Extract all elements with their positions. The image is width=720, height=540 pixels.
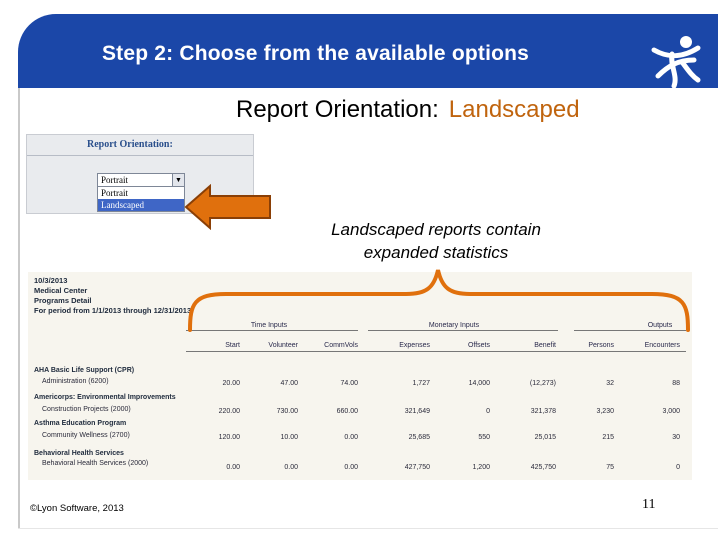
col-header-line xyxy=(186,351,686,352)
table-cell: 74.00 xyxy=(340,380,358,387)
table-cell: 3,000 xyxy=(662,408,680,415)
option-landscaped[interactable]: Landscaped xyxy=(98,199,184,211)
table-cell: 427,750 xyxy=(404,464,430,471)
col-header: Persons xyxy=(588,342,614,349)
header-banner xyxy=(18,14,718,88)
table-cell: 20.00 xyxy=(222,380,240,387)
table-cell: 321,649 xyxy=(404,408,430,415)
group-header-monetary: Monetary Inputs xyxy=(428,322,480,329)
col-header: Benefit xyxy=(534,342,556,349)
table-cell: 0.00 xyxy=(284,464,298,471)
page-number: 11 xyxy=(642,497,656,512)
col-header: CommVols xyxy=(324,342,358,349)
divider xyxy=(27,155,253,156)
table-cell: 0.00 xyxy=(344,464,358,471)
report-org: Medical Center xyxy=(34,286,88,295)
orientation-options-list[interactable] xyxy=(97,186,185,212)
orientation-value: Landscaped xyxy=(448,96,580,123)
table-cell: 0.00 xyxy=(344,434,358,441)
table-cell: 550 xyxy=(478,434,490,441)
option-portrait[interactable]: Portrait xyxy=(101,188,128,198)
table-cell: 220.00 xyxy=(218,408,240,415)
row-label: Construction Projects (2000) xyxy=(42,406,131,413)
table-cell: 47.00 xyxy=(280,380,298,387)
caption-line-2: expanded statistics xyxy=(363,243,509,262)
orange-arrow-icon xyxy=(184,184,274,230)
row-label: Community Wellness (2700) xyxy=(42,432,130,439)
section-title: AHA Basic Life Support (CPR) xyxy=(34,367,135,374)
table-cell: 25,015 xyxy=(534,434,556,441)
report-period: For period from 1/1/2013 through 12/31/2013 xyxy=(34,306,192,315)
table-cell: 120.00 xyxy=(218,434,240,441)
section-title: Behavioral Health Services xyxy=(34,450,124,457)
frame-bottom-line xyxy=(18,528,718,529)
table-cell: (12,273) xyxy=(529,380,556,387)
table-cell: 215 xyxy=(602,434,614,441)
frame-left-line xyxy=(18,88,20,528)
table-cell: 425,750 xyxy=(530,464,556,471)
caption xyxy=(286,218,586,264)
table-cell: 0.00 xyxy=(226,464,240,471)
col-header: Offsets xyxy=(467,342,490,349)
table-cell: 32 xyxy=(606,380,614,387)
row-label: Behavioral Health Services (2000) xyxy=(42,460,149,467)
dropdown-heading: Report Orientation: xyxy=(87,139,173,150)
table-cell: 30 xyxy=(672,434,680,441)
table-cell: 1,200 xyxy=(472,464,490,471)
table-cell: 14,000 xyxy=(468,380,490,387)
report-meta xyxy=(34,276,191,316)
orientation-label: Report Orientation: xyxy=(236,96,439,123)
table-cell: 25,685 xyxy=(408,434,430,441)
orange-brace-icon xyxy=(186,264,692,332)
report-name: Programs Detail xyxy=(34,296,92,305)
orientation-subtitle xyxy=(236,96,580,124)
col-header: Expenses xyxy=(399,342,430,349)
table-cell: 321,378 xyxy=(530,408,556,415)
group-header-time: Time Inputs xyxy=(250,322,288,329)
table-cell: 88 xyxy=(672,380,680,387)
table-cell: 730.00 xyxy=(276,408,298,415)
copyright-footer: ©Lyon Software, 2013 xyxy=(30,503,124,514)
table-cell: 10.00 xyxy=(280,434,298,441)
lyon-figure-logo-icon xyxy=(648,32,704,90)
group-header-outputs: Outputs xyxy=(647,322,673,329)
table-cell: 0 xyxy=(486,408,490,415)
section-title: Americorps: Environmental Improvements xyxy=(34,394,176,401)
select-value: Portrait xyxy=(101,175,128,185)
report-date: 10/3/2013 xyxy=(34,276,68,285)
col-header: Encounters xyxy=(644,342,680,349)
slide-title: Step 2: Choose from the available options xyxy=(101,42,530,65)
row-label: Administration (6200) xyxy=(42,378,109,385)
table-cell: 660.00 xyxy=(336,408,358,415)
section-title: Asthma Education Program xyxy=(34,420,127,427)
orientation-select[interactable] xyxy=(97,173,185,187)
table-cell: 0 xyxy=(676,464,680,471)
table-cell: 1,727 xyxy=(412,380,430,387)
table-cell: 3,230 xyxy=(596,408,614,415)
col-header: Start xyxy=(225,342,240,349)
chevron-down-icon[interactable]: ▼ xyxy=(172,174,184,186)
caption-line-1: Landscaped reports contain xyxy=(331,220,541,239)
col-header: Volunteer xyxy=(268,342,298,349)
table-cell: 75 xyxy=(606,464,614,471)
